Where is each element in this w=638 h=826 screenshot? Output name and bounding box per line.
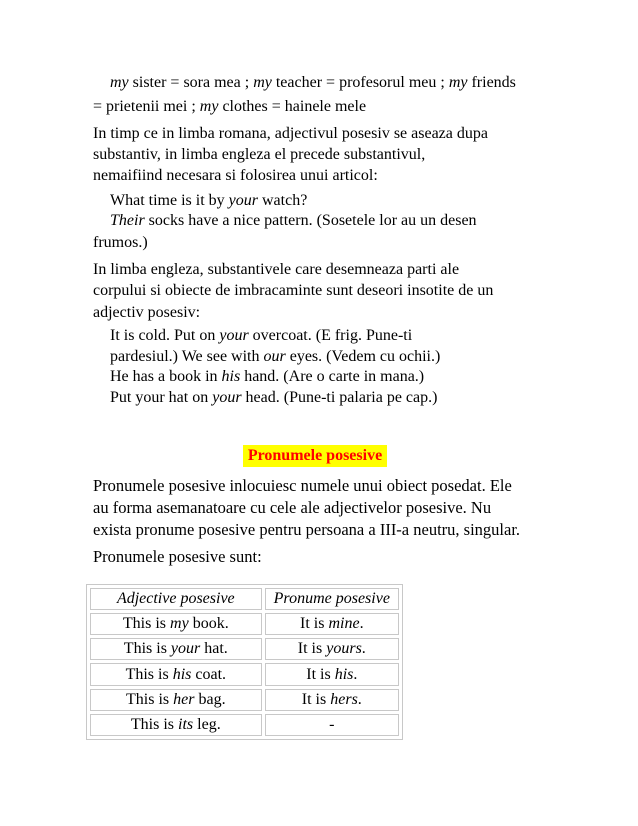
text-segment: It is cold. Put on <box>110 327 220 344</box>
text-segment: hat. <box>200 640 228 658</box>
text-segment: . <box>357 690 362 708</box>
text-segment: book. <box>188 615 229 633</box>
table-header-row <box>90 588 399 610</box>
table-cell-pronoun <box>265 638 399 660</box>
text-segment: coat. <box>191 665 227 683</box>
table-header-pronoun: Pronume posesive <box>265 588 399 610</box>
text-segment: head. (Pune-ti palaria pe cap.) <box>241 389 438 406</box>
table-header-adjective: Adjective posesive <box>90 588 262 610</box>
text-segment: - <box>329 715 335 733</box>
emphasis-text: her <box>173 690 195 708</box>
text-segment: sister = sora mea ; <box>128 74 254 91</box>
text-segment: . <box>353 665 358 683</box>
text-segment: leg. <box>193 715 221 733</box>
text-segment: This is <box>125 665 173 683</box>
example2-line1 <box>110 328 412 344</box>
emphasis-text: Their <box>110 212 145 229</box>
text-segment: teacher = profesorul meu ; <box>271 74 449 91</box>
text-segment: This is <box>122 615 171 633</box>
para3-line1: In limba engleza, substantivele care desemneaza parti ale <box>93 261 460 278</box>
text-segment: It is <box>297 640 327 658</box>
text-segment: Put your hat on <box>110 389 213 406</box>
emphasis-text: your <box>219 327 249 344</box>
table-cell-pronoun <box>265 714 399 736</box>
para4-line2: au forma asemanatoare cu cele ale adjectivelor posesive. Nu <box>93 498 492 517</box>
text-segment: This is <box>130 715 179 733</box>
table-cell-pronoun <box>265 689 399 711</box>
possessive-table <box>86 584 403 740</box>
text-segment: clothes = hainele mele <box>218 98 367 115</box>
example1-line3: frumos.) <box>93 234 148 251</box>
emphasis-text: my <box>448 74 468 91</box>
emphasis-text: its <box>178 715 194 733</box>
emphasis-text: your <box>228 192 258 209</box>
text-segment: He has a book in <box>110 368 222 385</box>
emphasis-text: your <box>170 640 201 658</box>
text-segment: It is <box>300 615 329 633</box>
para5: Pronumele posesive sunt: <box>93 547 262 566</box>
para2-line1: In timp ce in limba romana, adjectivul posesiv se aseaza dupa <box>93 125 488 142</box>
example1-line2 <box>110 213 477 229</box>
emphasis-text: his <box>172 665 192 683</box>
table-cell-adjective <box>90 613 262 635</box>
table-row <box>90 638 399 660</box>
table-row <box>90 714 399 736</box>
table-cell-pronoun <box>265 613 399 635</box>
emphasis-text: our <box>263 348 286 365</box>
para2-line3: nemaifiind necesara si folosirea unui articol: <box>93 167 378 184</box>
table-row <box>90 613 399 635</box>
text-segment: . <box>359 615 364 633</box>
text-segment: What time is it by <box>110 192 229 209</box>
text-segment: eyes. (Vedem cu ochii.) <box>285 348 441 365</box>
text-segment: This is <box>123 640 171 658</box>
emphasis-text: his <box>221 368 241 385</box>
text-segment: It is <box>306 665 335 683</box>
para3-line2: corpului si obiecte de imbracaminte sunt deseori insotite de un <box>93 282 494 299</box>
emphasis-text: his <box>334 665 354 683</box>
table-cell-adjective <box>90 714 262 736</box>
section-heading: Pronumele posesive <box>243 445 387 467</box>
text-segment: pardesiul.) We see with <box>110 348 264 365</box>
example2-line3 <box>110 369 424 385</box>
emphasis-text: my <box>170 615 189 633</box>
text-segment: This is <box>126 690 174 708</box>
table-cell-pronoun <box>265 663 399 685</box>
para3-line3: adjectiv posesiv: <box>93 304 201 321</box>
emphasis-text: hers <box>330 690 358 708</box>
emphasis-text: my <box>199 98 219 115</box>
para2-line2: substantiv, in limba engleza el precede substantivul, <box>93 146 426 163</box>
table-row <box>90 663 399 685</box>
table-row <box>90 689 399 711</box>
para4-line1: Pronumele posesive inlocuiesc numele unui obiect posedat. Ele <box>93 476 512 495</box>
text-segment: It is <box>301 690 331 708</box>
text-segment: watch? <box>257 192 308 209</box>
text-segment: socks have a nice pattern. (Sosetele lor au un desen <box>144 212 477 229</box>
text-segment: . <box>361 640 366 658</box>
para1-line1 <box>110 75 516 91</box>
example2-line2 <box>110 349 440 365</box>
table-cell-adjective <box>90 689 262 711</box>
text-segment: = prietenii mei ; <box>93 98 200 115</box>
text-segment: bag. <box>194 690 226 708</box>
emphasis-text: your <box>212 389 242 406</box>
example1-line1 <box>110 193 307 209</box>
emphasis-text: yours <box>326 640 362 658</box>
text-segment: hand. (Are o carte in mana.) <box>240 368 425 385</box>
text-segment: friends <box>467 74 516 91</box>
table-cell-adjective <box>90 638 262 660</box>
emphasis-text: my <box>110 74 129 91</box>
emphasis-text: my <box>253 74 272 91</box>
emphasis-text: mine <box>328 615 360 633</box>
para1-line2 <box>93 99 366 115</box>
example2-line4 <box>110 390 437 406</box>
text-segment: overcoat. (E frig. Pune-ti <box>248 327 413 344</box>
table-cell-adjective <box>90 663 262 685</box>
para4-line3: exista pronume posesive pentru persoana a III-a neutru, singular. <box>93 520 521 539</box>
